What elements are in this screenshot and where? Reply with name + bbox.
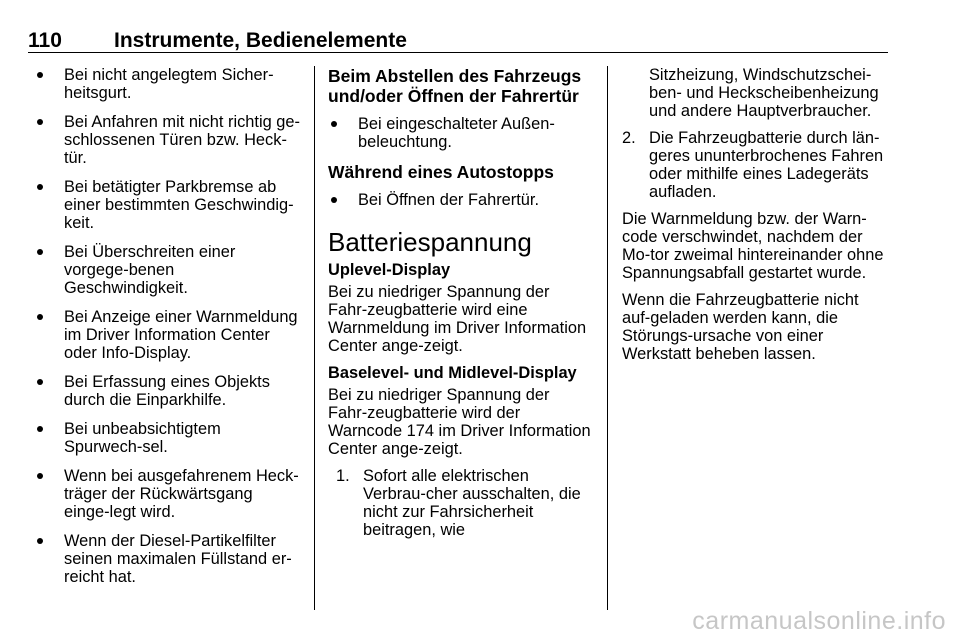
- header-rule: [28, 52, 888, 53]
- autostop-list: [328, 191, 592, 209]
- heading-autostop: Während eines Autostopps: [328, 162, 554, 182]
- list-item: Bei Anfahren mit nicht richtig ge-schlossenen Türen bzw. Heck-tür.: [34, 113, 300, 167]
- step-number: 2.: [622, 129, 636, 147]
- column-divider-2: [607, 66, 608, 610]
- list-item: Bei eingeschalteter Außen-beleuchtung.: [328, 115, 592, 151]
- list-item: Bei Erfassung eines Objekts durch die Einparkhilfe.: [34, 373, 300, 409]
- paragraph-workshop: Wenn die Fahrzeugbatterie nicht auf-geladen werden kann, die Störungs-ursache von einer Werkstatt beheben lassen.: [622, 291, 859, 363]
- list-item: Bei Überschreiten einer vorgege-benen Geschwindigkeit.: [34, 243, 300, 297]
- page-number: 110: [28, 29, 62, 52]
- list-item: [622, 129, 888, 201]
- steps-list-continued: [622, 66, 888, 201]
- warning-chime-list: [34, 66, 300, 586]
- list-item: Bei Öffnen der Fahrertür.: [328, 191, 592, 209]
- list-item: Bei Anzeige einer Warnmeldung im Driver Information Center oder Info-Display.: [34, 308, 300, 362]
- watermark-text: carmanualsonline.info: [692, 607, 946, 635]
- column-divider-1: [314, 66, 315, 610]
- stop-list: [328, 115, 592, 151]
- step-text: Die Fahrzeugbatterie durch län-geres ununterbrochenes Fahren oder mithilfe eines Ladegeräts aufladen.: [649, 129, 884, 201]
- step-number: 1.: [336, 467, 350, 485]
- step-text: Sitzheizung, Windschutzschei-ben- und Heckscheibenheizung und andere Hauptverbraucher.: [649, 66, 879, 120]
- column-1: [34, 66, 300, 597]
- heading-vehicle-stop: Beim Abstellen des Fahrzeugs und/oder Öffnen der Fahrertür: [328, 66, 582, 106]
- subheading-uplevel: Uplevel-Display: [328, 261, 451, 279]
- uplevel-text: Bei zu niedriger Spannung der Fahr-zeugbatterie wird eine Warnmeldung im Driver Information Center ange-zeigt.: [328, 283, 587, 355]
- list-item: Wenn der Diesel-Partikelfilter seinen maximalen Füllstand er-reicht hat.: [34, 532, 300, 586]
- section-heading-battery: Batteriespannung: [328, 227, 532, 257]
- list-item: Bei unbeabsichtigtem Spurwech-sel.: [34, 420, 300, 456]
- page-header: [28, 27, 888, 55]
- list-item: Bei nicht angelegtem Sicher-heitsgurt.: [34, 66, 300, 102]
- column-3: [622, 66, 888, 372]
- steps-list: [328, 467, 592, 539]
- baselevel-text: Bei zu niedriger Spannung der Fahr-zeugbatterie wird der Warncode 174 im Driver Information Center ange-zeigt.: [328, 386, 591, 458]
- list-item: [336, 467, 592, 539]
- step-text: Sofort alle elektrischen Verbrau-cher ausschalten, die nicht zur Fahrsicherheit beitragen, wie: [363, 467, 581, 539]
- section-title: Instrumente, Bedienelemente: [114, 29, 407, 52]
- subheading-baselevel: Baselevel- und Midlevel-Display: [328, 364, 577, 382]
- list-item: [622, 66, 888, 120]
- column-2: [328, 66, 592, 539]
- list-item: Bei betätigter Parkbremse ab einer bestimmten Geschwindig-keit.: [34, 178, 300, 232]
- paragraph-warning-clears: Die Warnmeldung bzw. der Warn-code verschwindet, nachdem der Mo-tor zweimal hintereinander ohne Spannungsabfall gestartet wurde.: [622, 210, 884, 282]
- list-item: Wenn bei ausgefahrenem Heck-träger der Rückwärtsgang einge-legt wird.: [34, 467, 300, 521]
